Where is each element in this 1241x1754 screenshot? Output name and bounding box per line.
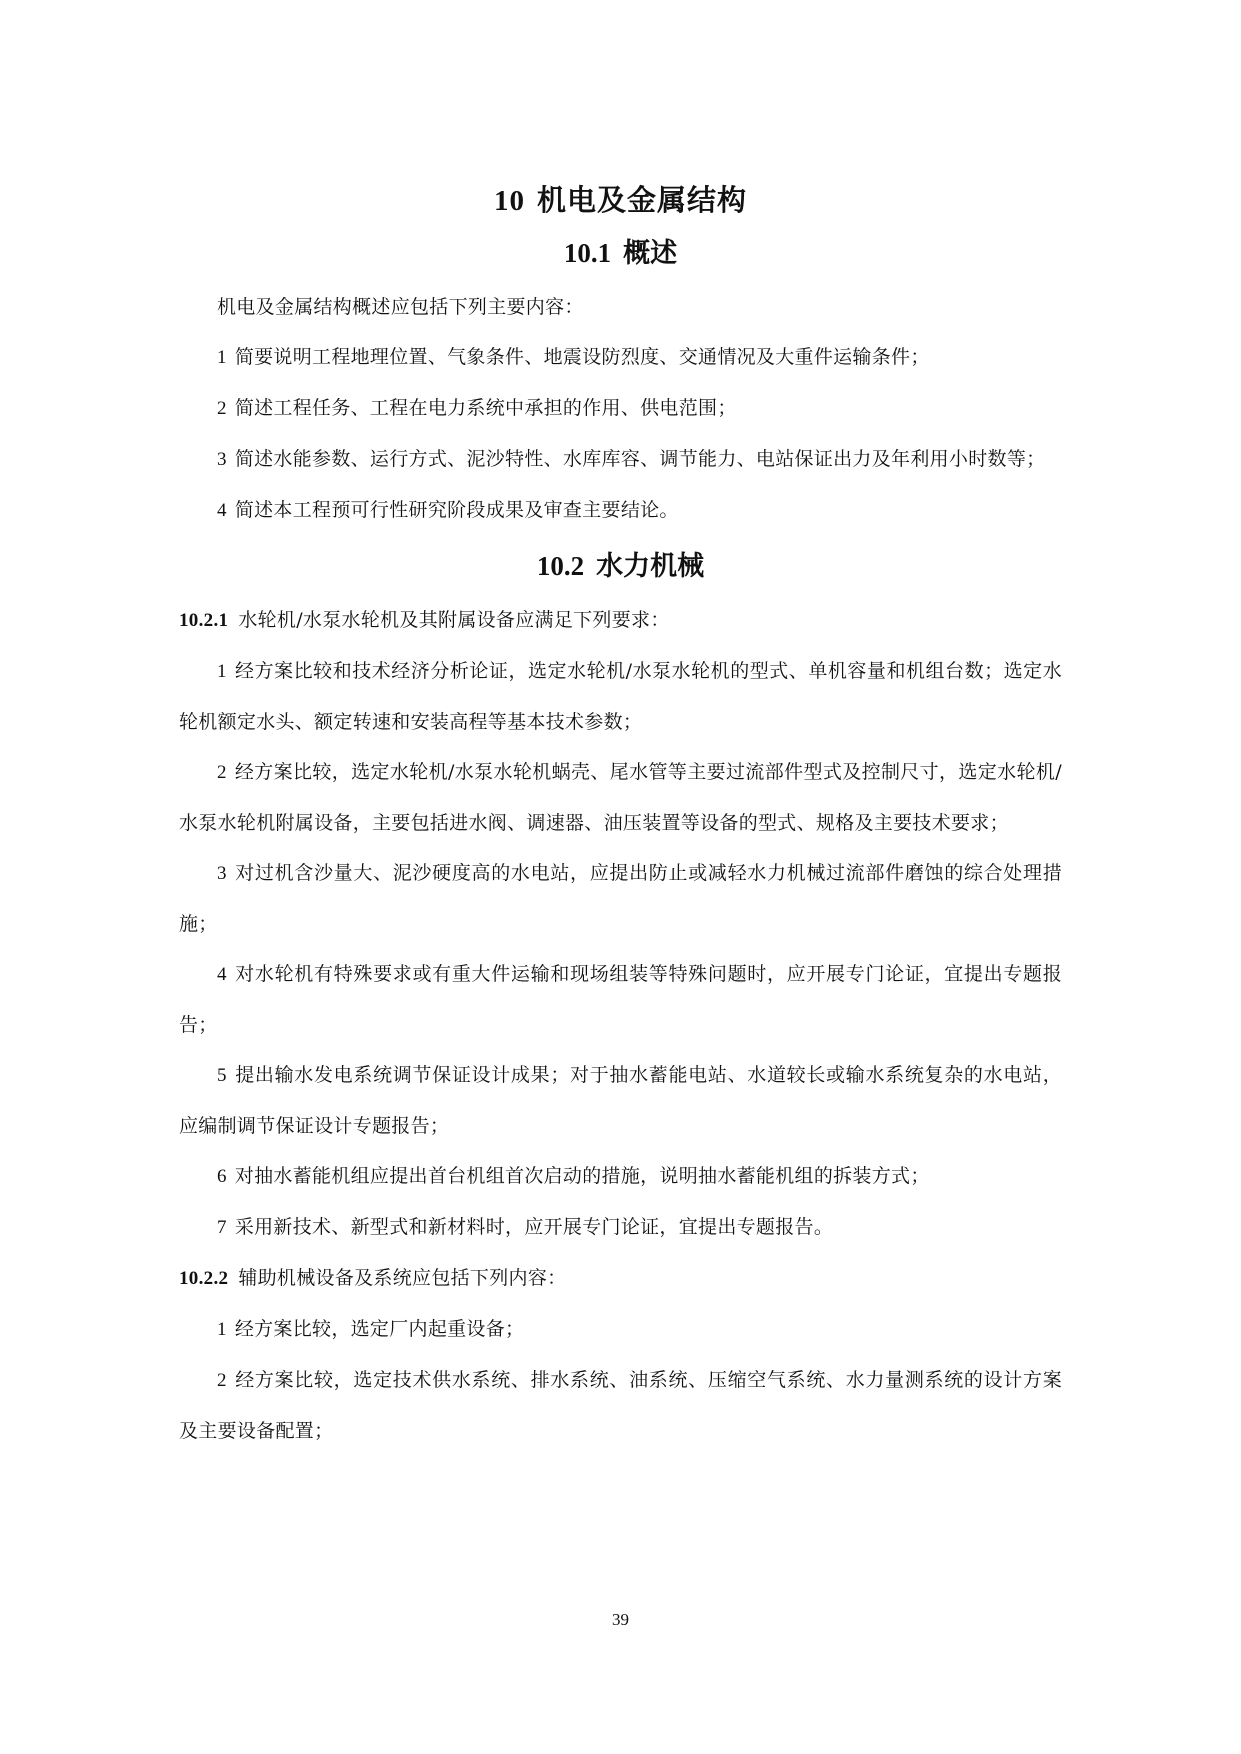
item-text: 简述工程任务、工程在电力系统中承担的作用、供电范围； (234, 397, 737, 419)
item-number: 3 (217, 449, 227, 470)
item-text: 对过机含沙量大、泥沙硬度高的水电站，应提出防止或减轻水力机械过流部件磨蚀的综合处理措施； (179, 862, 1062, 935)
item-number: 3 (217, 863, 227, 884)
chapter-heading (179, 180, 1062, 221)
section-number: 10.1 (563, 238, 612, 268)
chapter-title: 机电及金属结构 (536, 183, 747, 217)
clause-text: 辅助机械设备及系统应包括下列内容： (238, 1267, 567, 1289)
item-text: 采用新技术、新型式和新材料时，应开展专门论证，宜提出专题报告。 (234, 1216, 834, 1238)
item-number: 4 (217, 964, 227, 985)
section-title: 概述 (623, 238, 678, 269)
list-item (179, 848, 1062, 949)
item-number: 1 (217, 1319, 227, 1340)
section-intro: 机电及金属结构概述应包括下列主要内容： (217, 296, 584, 318)
chapter-number: 10 (493, 185, 525, 217)
list-item (179, 1050, 1062, 1151)
list-item (179, 949, 1062, 1050)
item-number: 7 (217, 1217, 227, 1238)
item-number: 2 (217, 398, 227, 419)
item-number: 2 (217, 762, 227, 783)
clause-number: 10.2.2 (179, 1268, 229, 1289)
list-item (179, 332, 1062, 383)
page-content (179, 180, 1062, 1456)
item-text: 经方案比较，选定技术供水系统、排水系统、油系统、压缩空气系统、水力量测系统的设计方案及主要设备配置； (179, 1369, 1062, 1442)
item-text: 经方案比较和技术经济分析论证，选定水轮机/水泵水轮机的型式、单机容量和机组台数；选定水轮机额定水头、额定转速和安装高程等基本技术参数； (179, 660, 1062, 733)
item-text: 经方案比较，选定水轮机/水泵水轮机蜗壳、尾水管等主要过流部件型式及控制尺寸，选定水轮机/水泵水轮机附属设备，主要包括进水阀、调速器、油压装置等设备的型式、规格及主要技术要求； (179, 761, 1062, 834)
item-text: 提出输水发电系统调节保证设计成果；对于抽水蓄能电站、水道较长或输水系统复杂的水电站，应编制调节保证设计专题报告； (179, 1064, 1062, 1137)
item-text: 简述水能参数、运行方式、泥沙特性、水库库容、调节能力、电站保证出力及年利用小时数等； (234, 448, 1046, 470)
list-item (179, 1355, 1062, 1456)
section-heading-10-2 (179, 546, 1062, 587)
clause-text: 水轮机/水泵水轮机及其附属设备应满足下列要求： (238, 609, 670, 631)
list-item (179, 383, 1062, 434)
list-item (179, 1304, 1062, 1355)
clause-number: 10.2.1 (179, 610, 229, 631)
item-text: 简要说明工程地理位置、气象条件、地震设防烈度、交通情况及大重件运输条件； (234, 346, 930, 368)
item-text: 对抽水蓄能机组应提出首台机组首次启动的措施，说明抽水蓄能机组的拆装方式； (234, 1165, 930, 1187)
section-number: 10.2 (536, 551, 585, 581)
item-number: 4 (217, 500, 227, 521)
item-number: 5 (217, 1065, 227, 1086)
item-number: 2 (217, 1370, 227, 1391)
list-item (179, 434, 1062, 485)
item-number: 1 (217, 347, 227, 368)
item-text: 经方案比较，选定厂内起重设备； (234, 1318, 525, 1340)
clause-10-2-1 (179, 595, 1062, 646)
list-item (179, 1151, 1062, 1202)
list-item (179, 747, 1062, 848)
item-number: 6 (217, 1166, 227, 1187)
item-number: 1 (217, 661, 227, 682)
item-text: 简述本工程预可行性研究阶段成果及审查主要结论。 (234, 499, 679, 521)
list-item (179, 1202, 1062, 1253)
section-heading-10-1 (179, 233, 1062, 274)
page-number: 39 (612, 1610, 629, 1629)
clause-10-2-2 (179, 1253, 1062, 1304)
list-item (179, 646, 1062, 747)
list-item (179, 485, 1062, 536)
item-text: 对水轮机有特殊要求或有重大件运输和现场组装等特殊问题时，应开展专门论证，宜提出专题报告； (179, 963, 1062, 1036)
section-title: 水力机械 (596, 551, 705, 582)
